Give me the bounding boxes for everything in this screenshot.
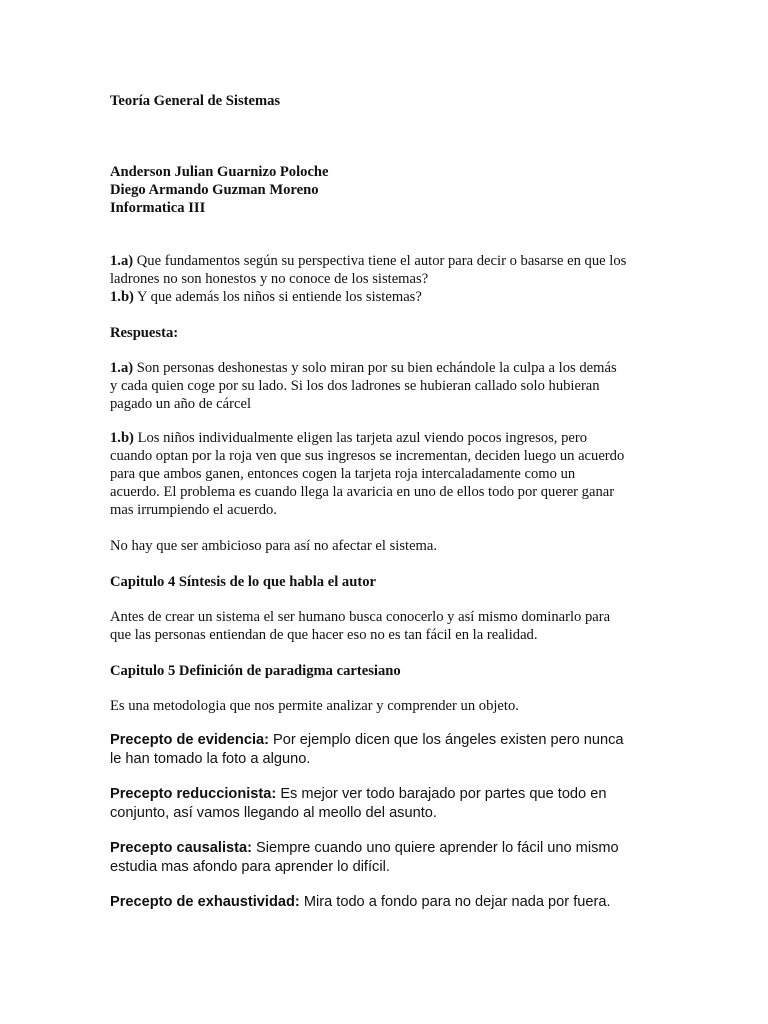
question-text: Y que además los niños si entiende los sistemas? (137, 289, 422, 305)
precepto-line (110, 839, 670, 858)
questions-block (110, 252, 670, 306)
question-line: ladrones no son honestos y no conoce de los sistemas? (110, 271, 429, 287)
question-line (110, 252, 670, 270)
author-line: Anderson Julian Guarnizo Poloche (110, 164, 329, 180)
answer-line: para que ambos ganen, entonces cogen la tarjeta roja intercaladamente como un (110, 466, 576, 482)
course-line: Informatica III (110, 200, 206, 216)
cap4-heading (110, 573, 670, 591)
precepto-line: estudia mas afondo para aprender lo difícil. (110, 859, 390, 875)
cap4-paragraph (110, 608, 670, 644)
question-line (110, 288, 670, 306)
precepto-causalista (110, 839, 670, 877)
answer-line (110, 429, 670, 447)
author-line: Diego Armando Guzman Moreno (110, 182, 319, 198)
answer-line: y cada quien coge por su lado. Si los dos ladrones se hubieran callado solo hubieran (110, 378, 600, 394)
document-title (110, 92, 670, 110)
cap5-paragraph (110, 697, 670, 715)
precepto-text: Mira todo a fondo para no dejar nada por fuera. (303, 894, 611, 910)
authors-block (110, 163, 670, 217)
precepto-evidencia (110, 731, 670, 769)
answer-1a (110, 359, 670, 413)
precepto-line (110, 785, 670, 804)
respuesta-heading (110, 324, 670, 342)
respuesta-heading-text: Respuesta: (110, 325, 179, 341)
answer-1b (110, 429, 670, 519)
conclusion-text: No hay que ser ambicioso para así no afectar el sistema. (110, 538, 438, 554)
answer-line: acuerdo. El problema es cuando llega la avaricia en uno de ellos todo por querer ganar (110, 484, 615, 500)
answer-text: Los niños individualmente eligen las tarjeta azul viendo pocos ingresos, pero (137, 430, 588, 446)
answer-line: mas irrumpiendo el acuerdo. (110, 502, 277, 518)
cap5-text: Es una metodologia que nos permite analizar y comprender un objeto. (110, 698, 519, 714)
question-label: 1.b) (110, 289, 134, 305)
answer-line: cuando optan por la roja ven que sus ingresos se incrementan, deciden luego un acuerdo (110, 448, 625, 464)
precepto-line: conjunto, así vamos llegando al meollo del asunto. (110, 805, 437, 821)
precepto-exhaustividad (110, 893, 670, 912)
precepto-label: Precepto de exhaustividad: (110, 894, 300, 910)
title-text: Teoría General de Sistemas (110, 93, 281, 109)
precepto-label: Precepto causalista: (110, 840, 252, 856)
answer-label: 1.b) (110, 430, 134, 446)
precepto-text: Es mejor ver todo barajado por partes que todo en (280, 786, 607, 802)
precepto-label: Precepto reduccionista: (110, 786, 277, 802)
answer-text: Son personas deshonestas y solo miran por su bien echándole la culpa a los demás (136, 360, 617, 376)
precepto-reduccionista (110, 785, 670, 823)
precepto-text: Siempre cuando uno quiere aprender lo fácil uno mismo (256, 840, 619, 856)
precepto-line (110, 893, 670, 912)
conclusion-paragraph (110, 537, 670, 555)
answer-line (110, 359, 670, 377)
precepto-label: Precepto de evidencia: (110, 732, 269, 748)
precepto-line: le han tomado la foto a alguno. (110, 751, 311, 767)
cap4-line: Antes de crear un sistema el ser humano busca conocerlo y así mismo dominarlo para (110, 609, 611, 625)
answer-label: 1.a) (110, 360, 134, 376)
question-label: 1.a) (110, 253, 134, 269)
cap4-line: que las personas entiendan de que hacer eso no es tan fácil en la realidad. (110, 627, 538, 643)
answer-line: pagado un año de cárcel (110, 396, 251, 412)
question-text: Que fundamentos según su perspectiva tiene el autor para decir o basarse en que los (136, 253, 627, 269)
cap4-heading-text: Capitulo 4 Síntesis de lo que habla el autor (110, 574, 376, 590)
precepto-line (110, 731, 670, 750)
precepto-text: Por ejemplo dicen que los ángeles existen pero nunca (273, 732, 624, 748)
cap5-heading-text: Capitulo 5 Definición de paradigma cartesiano (110, 663, 401, 679)
cap5-heading (110, 662, 670, 680)
